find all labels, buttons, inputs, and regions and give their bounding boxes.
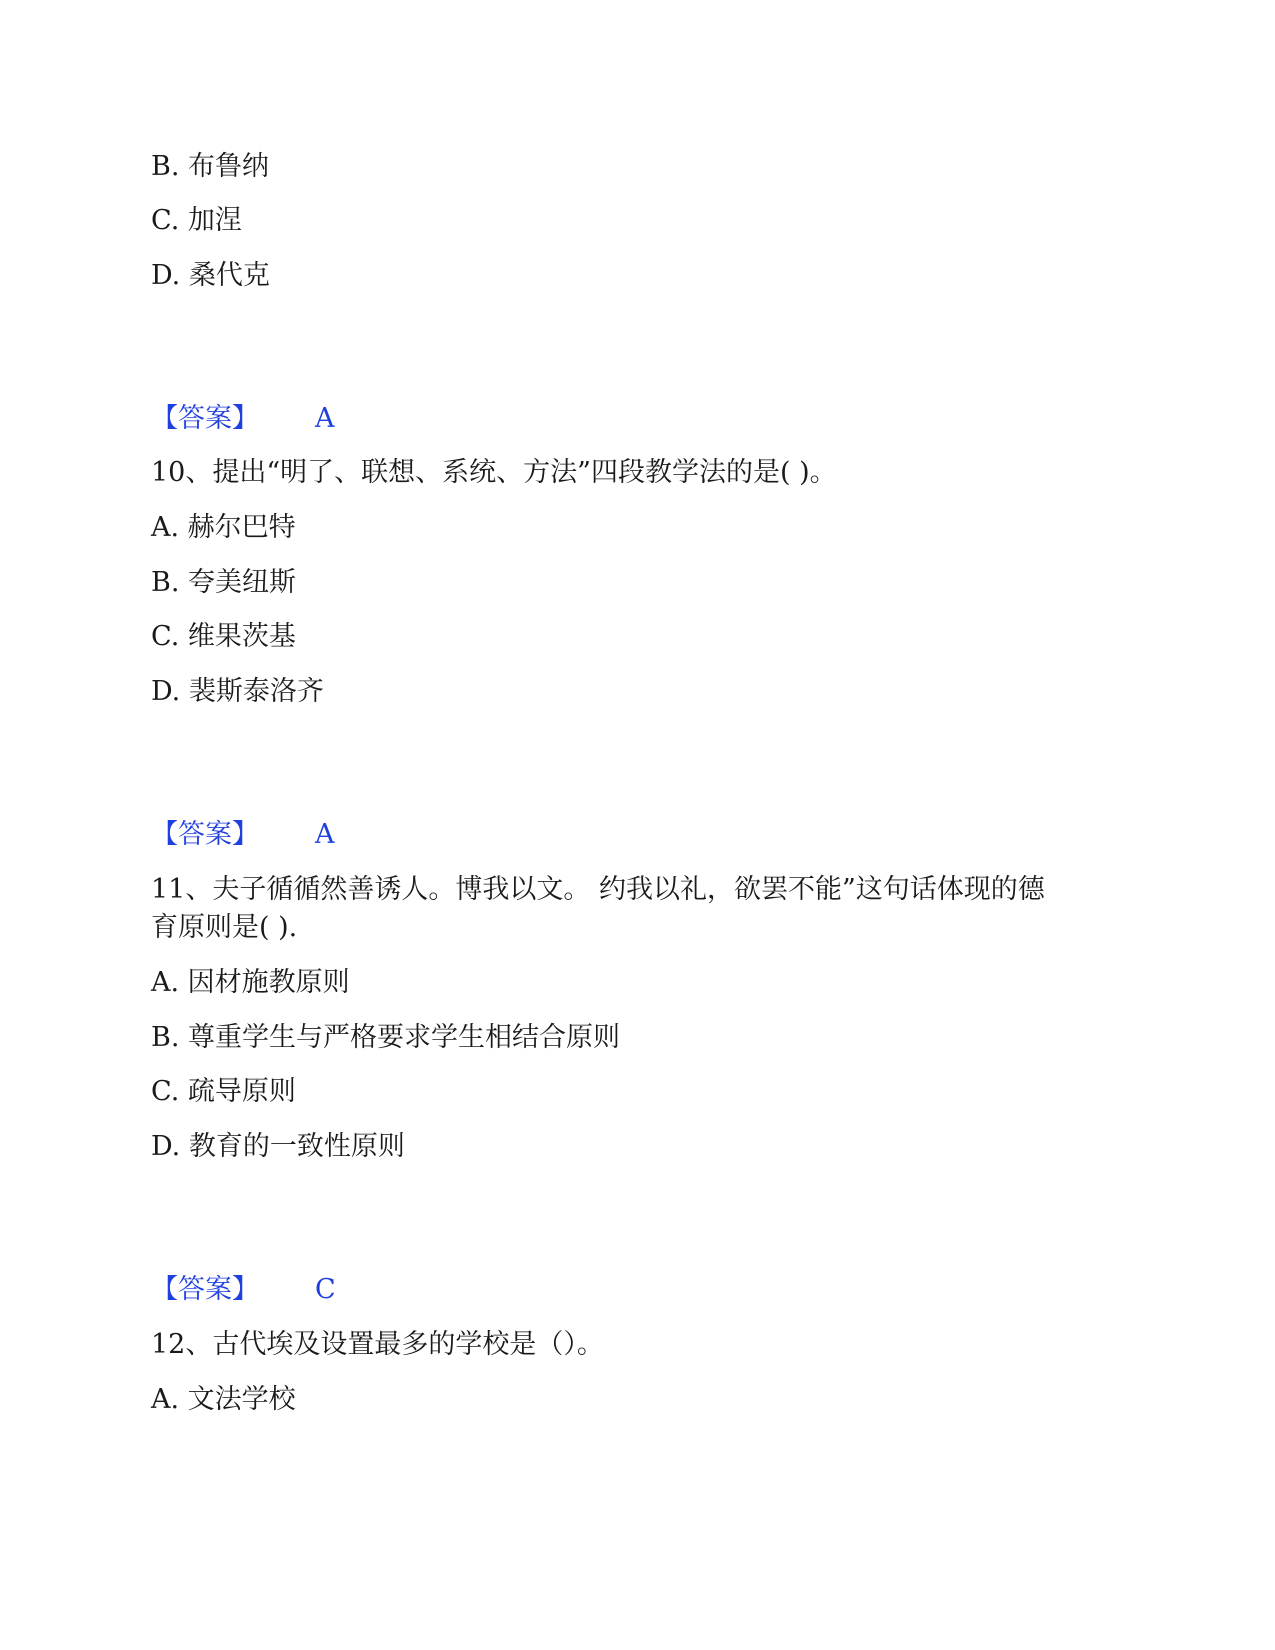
q11-option-b: B. 尊重学生与严格要求学生相结合原则 (151, 1022, 621, 1053)
question-11-text-line2: 育原则是( ). (151, 912, 298, 943)
q10-option-b: B. 夸美纽斯 (151, 567, 297, 598)
answer-value: A (315, 819, 335, 850)
q10-option-c: C. 维果茨基 (151, 621, 296, 652)
answer-q11 (151, 1273, 336, 1307)
answer-label: 【答案】 (151, 1274, 259, 1305)
q12-option-a: A. 文法学校 (151, 1384, 296, 1415)
option-c-prev: C. 加涅 (151, 205, 242, 236)
q10-option-d: D. 裴斯泰洛齐 (151, 676, 324, 707)
answer-value: A (315, 403, 335, 434)
question-11-text-line1: 11、夫子循循然善诱人。博我以文。 约我以礼，欲罢不能”这句话体现的德 (151, 874, 1045, 905)
answer-label: 【答案】 (151, 819, 259, 850)
question-12-text: 12、古代埃及设置最多的学校是（）。 (151, 1329, 604, 1360)
answer-value: C (315, 1274, 336, 1305)
question-10-text: 10、提出“明了、联想、系统、方法”四段教学法的是( )。 (151, 457, 837, 488)
option-b-prev: B. 布鲁纳 (151, 151, 270, 182)
q10-option-a: A. 赫尔巴特 (151, 512, 296, 543)
q11-option-c: C. 疏导原则 (151, 1076, 296, 1107)
answer-q10 (151, 818, 335, 852)
answer-label: 【答案】 (151, 403, 259, 434)
option-d-prev: D. 桑代克 (151, 260, 270, 291)
q11-option-d: D. 教育的一致性原则 (151, 1131, 405, 1162)
q11-option-a: A. 因材施教原则 (151, 967, 350, 998)
answer-prev (151, 402, 335, 436)
